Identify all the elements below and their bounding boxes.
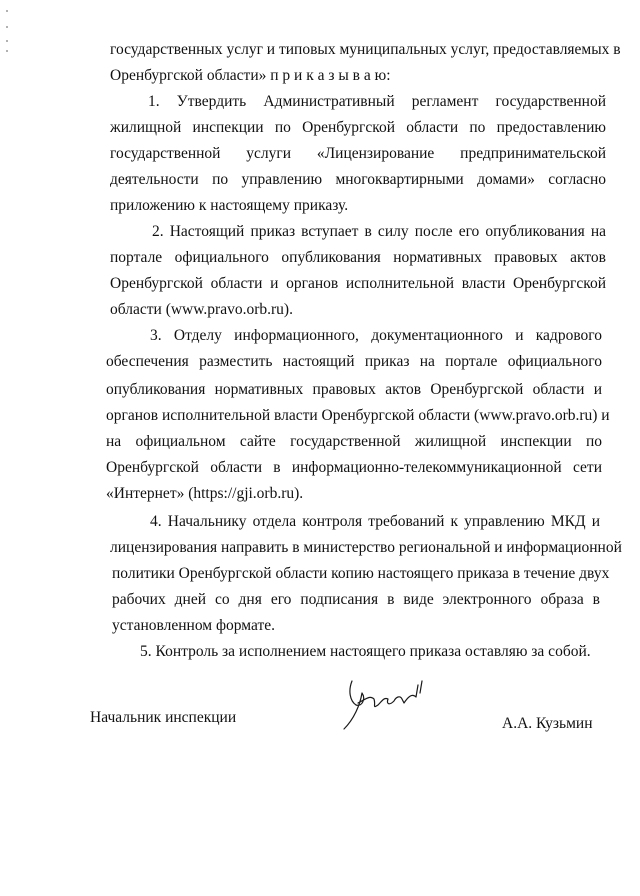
text-line: области (www.pravo.orb.ru). xyxy=(110,301,293,318)
text-line: Оренбургской области в информационно-телекоммуникационной сети xyxy=(106,459,602,476)
text-line: государственной услуги «Лицензирование предпринимательской xyxy=(110,145,606,162)
text-line: 1. Утвердить Административный регламент государственной xyxy=(148,93,606,110)
text-line: деятельности по управлению многоквартирными домами» согласно xyxy=(110,171,606,188)
signatory-name: А.А. Кузьмин xyxy=(502,715,593,732)
text-line: обеспечения разместить настоящий приказ на портале официального xyxy=(106,353,602,370)
text-line: политики Оренбургской области копию настоящего приказа в течение двух xyxy=(112,565,610,582)
text-line: приложению к настоящему приказу. xyxy=(110,197,349,214)
text-line: 5. Контроль за исполнением настоящего приказа оставляю за собой. xyxy=(140,643,591,660)
text-line: государственных услуг и типовых муниципальных услуг, предоставляемых в xyxy=(110,41,621,58)
text-line: «Интернет» (https://gji.orb.ru). xyxy=(106,485,304,502)
text-line: Оренбургской области и органов исполнительной власти Оренбургской xyxy=(110,275,606,292)
text-line: Оренбургской области» п р и к а з ы в а ю: xyxy=(110,67,391,84)
text-line: рабочих дней со дня его подписания в виде электронного образа в xyxy=(112,591,600,608)
text-line: органов исполнительной власти Оренбургской области (www.pravo.orb.ru) и xyxy=(106,407,610,424)
text-line: на официальном сайте государственной жилищной инспекции по xyxy=(106,433,602,450)
text-line: 2. Настоящий приказ вступает в силу после его опубликования на xyxy=(152,223,606,240)
text-line: опубликования нормативных правовых актов Оренбургской области и xyxy=(106,381,602,398)
text-line: жилищной инспекции по Оренбургской области по предоставлению xyxy=(110,119,606,136)
text-line: 3. Отделу информационного, документационного и кадрового xyxy=(150,327,602,344)
text-line: портале официального опубликования нормативных правовых актов xyxy=(110,249,606,266)
text-line: установленном формате. xyxy=(112,617,275,634)
handwritten-signature xyxy=(330,675,430,735)
signatory-position: Начальник инспекции xyxy=(90,709,237,726)
text-line: лицензирования направить в министерство региональной и информационной xyxy=(110,539,622,556)
text-line: 4. Начальнику отдела контроля требований к управлению МКД и xyxy=(150,513,600,530)
